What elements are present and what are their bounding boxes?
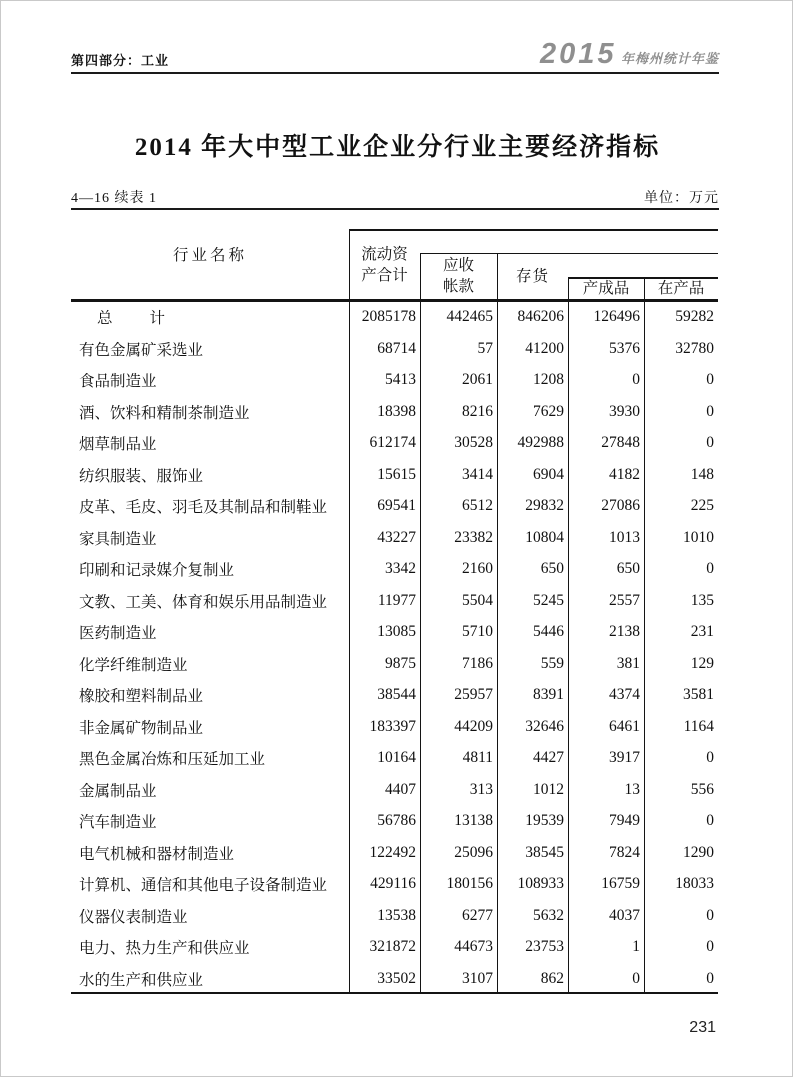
table-row [71,585,718,617]
col-header-work-in-progress: 在产品 [657,280,705,297]
finished-goods-value-cell: 0 [632,969,640,987]
table-body [71,302,718,992]
inventory-value-cell: 7629 [533,402,564,420]
work-in-progress-value-cell: 0 [706,812,714,830]
inventory-value-cell: 862 [540,969,564,987]
receivables-value-cell: 25096 [454,843,493,861]
work-in-progress-value-cell: 0 [706,434,714,452]
table-row [71,333,718,365]
table-row [71,302,718,334]
inventory-value-cell: 5632 [533,906,564,924]
receivables-value-cell: 6512 [462,497,493,515]
yearbook-logo [540,38,719,71]
finished-goods-value-cell: 13 [624,780,640,798]
table-row [71,522,718,554]
receivables-value-cell: 3414 [462,465,493,483]
current-assets-value-cell: 18398 [377,402,416,420]
receivables-value-cell: 2160 [462,560,493,578]
col-header-receivables-line1: 应收 [442,257,474,274]
work-in-progress-value-cell: 32780 [675,339,714,357]
work-in-progress-value-cell: 0 [706,938,714,956]
col-header-receivables [420,255,497,297]
finished-goods-value-cell: 650 [616,560,640,578]
finished-goods-value-cell: 0 [632,371,640,389]
work-in-progress-value-cell: 1164 [683,717,714,735]
inventory-value-cell: 492988 [517,434,564,452]
finished-goods-value-cell: 1013 [609,528,640,546]
current-assets-value-cell: 43227 [377,528,416,546]
finished-goods-value-cell: 2557 [609,591,640,609]
industry-name-cell: 家具制造业 [79,530,157,548]
receivables-value-cell: 4811 [462,749,493,767]
work-in-progress-value-cell: 0 [706,371,714,389]
table-row [71,491,718,523]
current-assets-value-cell: 68714 [377,339,416,357]
table-row [71,743,718,775]
caption-rule [71,208,719,210]
work-in-progress-value-cell: 135 [690,591,714,609]
finished-goods-value-cell: 4374 [609,686,640,704]
current-assets-value-cell: 11977 [377,591,416,609]
col-header-current-assets-line2: 产合计 [361,267,408,284]
receivables-value-cell: 442465 [446,308,493,326]
finished-goods-value-cell: 381 [616,654,640,672]
industry-name-cell: 有色金属矿采选业 [79,341,204,359]
industry-name-cell: 纺织服装、服饰业 [79,467,204,485]
current-assets-value-cell: 612174 [369,434,416,452]
finished-goods-value-cell: 4037 [609,906,640,924]
col-header-finished-goods: 产成品 [582,280,630,297]
table-row [71,396,718,428]
current-assets-value-cell: 5413 [385,371,416,389]
inventory-value-cell: 650 [540,560,564,578]
table-row [71,459,718,491]
work-in-progress-value-cell: 225 [690,497,714,515]
table-row [71,774,718,806]
receivables-value-cell: 5504 [462,591,493,609]
work-in-progress-value-cell: 0 [706,749,714,767]
col-header-receivables-line2: 帐款 [442,278,474,295]
table-row [71,869,718,901]
inventory-value-cell: 4427 [533,749,564,767]
current-assets-value-cell: 183397 [369,717,416,735]
receivables-value-cell: 57 [477,339,493,357]
caption-row [71,187,719,207]
industry-name-cell: 食品制造业 [79,373,157,391]
work-in-progress-value-cell: 3581 [683,686,714,704]
inventory-value-cell: 10804 [525,528,564,546]
receivables-value-cell: 13138 [454,812,493,830]
work-in-progress-value-cell: 0 [706,969,714,987]
receivables-value-cell: 180156 [446,875,493,893]
col-header-industry: 行业名称 [172,247,247,264]
inventory-value-cell: 38545 [525,843,564,861]
economic-indicators-table [71,229,718,994]
industry-name-cell: 计算机、通信和其他电子设备制造业 [79,877,328,895]
receivables-value-cell: 8216 [462,402,493,420]
inventory-value-cell: 108933 [517,875,564,893]
industry-name-cell: 皮革、毛皮、羽毛及其制品和制鞋业 [79,499,328,517]
work-in-progress-value-cell: 556 [690,780,714,798]
table-row [71,837,718,869]
inventory-value-cell: 559 [540,654,564,672]
table-row [71,554,718,586]
inventory-value-cell: 5245 [533,591,564,609]
current-assets-value-cell: 2085178 [361,308,416,326]
industry-name-cell: 文教、工美、体育和娱乐用品制造业 [79,593,328,611]
col-header-current-assets-line1: 流动资 [361,246,408,263]
industry-name-cell: 橡胶和塑料制品业 [79,688,204,706]
current-assets-value-cell: 4407 [385,780,416,798]
logo-suffix: 年梅州统计年鉴 [620,51,719,66]
receivables-value-cell: 30528 [454,434,493,452]
current-assets-value-cell: 69541 [377,497,416,515]
industry-name-cell: 电力、热力生产和供应业 [79,940,250,958]
industry-name-cell: 化学纤维制造业 [79,656,188,674]
finished-goods-value-cell: 4182 [609,465,640,483]
receivables-box-top-border [420,253,718,254]
finished-goods-value-cell: 7949 [609,812,640,830]
page-title: 2014 年大中型工业企业分行业主要经济指标 [134,134,661,161]
receivables-value-cell: 23382 [454,528,493,546]
work-in-progress-value-cell: 1290 [683,843,714,861]
current-assets-value-cell: 321872 [369,938,416,956]
table-row [71,680,718,712]
inventory-value-cell: 1012 [533,780,564,798]
finished-goods-value-cell: 2138 [609,623,640,641]
col-header-current-assets [349,244,420,286]
col-header-inventory: 存货 [515,268,549,285]
finished-goods-value-cell: 126496 [593,308,640,326]
finished-goods-value-cell: 27086 [601,497,640,515]
current-assets-value-cell: 10164 [377,749,416,767]
table-row [71,428,718,460]
running-header [71,38,719,71]
finished-goods-value-cell: 6461 [609,717,640,735]
current-assets-value-cell: 9875 [385,654,416,672]
industry-name-cell: 仪器仪表制造业 [79,908,188,926]
table-row [71,617,718,649]
current-assets-value-cell: 13538 [377,906,416,924]
current-assets-value-cell: 38544 [377,686,416,704]
current-assets-value-cell: 56786 [377,812,416,830]
inventory-value-cell: 1208 [533,371,564,389]
finished-goods-value-cell: 16759 [601,875,640,893]
table-row [71,365,718,397]
industry-name-cell: 医药制造业 [79,625,157,643]
finished-goods-value-cell: 3930 [609,402,640,420]
current-assets-value-cell: 3342 [385,560,416,578]
work-in-progress-value-cell: 0 [706,560,714,578]
work-in-progress-value-cell: 231 [690,623,714,641]
industry-name-cell: 酒、饮料和精制茶制造业 [79,404,250,422]
inventory-value-cell: 6904 [533,465,564,483]
industry-name-cell: 非金属矿物制品业 [79,719,204,737]
industry-name-cell: 金属制品业 [79,782,157,800]
receivables-value-cell: 6277 [462,906,493,924]
work-in-progress-value-cell: 59282 [675,308,714,326]
finished-goods-value-cell: 7824 [609,843,640,861]
inventory-value-cell: 19539 [525,812,564,830]
table-row [71,900,718,932]
current-assets-value-cell: 122492 [369,843,416,861]
table-row [71,963,718,995]
current-assets-value-cell: 429116 [370,875,416,893]
receivables-value-cell: 313 [469,780,493,798]
table-top-border [349,229,718,231]
table-row [71,648,718,680]
industry-name-cell: 烟草制品业 [79,436,157,454]
receivables-value-cell: 25957 [454,686,493,704]
industry-name-cell: 水的生产和供应业 [79,971,204,989]
finished-goods-value-cell: 27848 [601,434,640,452]
table-number: 4—16 续表 1 [71,191,157,206]
finished-goods-value-cell: 1 [632,938,640,956]
section-label: 第四部分：工业 [71,53,170,68]
inventory-value-cell: 23753 [525,938,564,956]
inventory-value-cell: 32646 [525,717,564,735]
work-in-progress-value-cell: 0 [706,906,714,924]
finished-goods-value-cell: 3917 [609,749,640,767]
receivables-value-cell: 5710 [462,623,493,641]
work-in-progress-value-cell: 0 [706,402,714,420]
receivables-value-cell: 44209 [454,717,493,735]
logo-year: 2015 [540,38,617,70]
inventory-value-cell: 41200 [525,339,564,357]
work-in-progress-value-cell: 18033 [675,875,714,893]
receivables-value-cell: 2061 [462,371,493,389]
work-in-progress-value-cell: 129 [690,654,714,672]
inventory-value-cell: 5446 [533,623,564,641]
unit-label: 单位：万元 [644,191,719,206]
inventory-value-cell: 29832 [525,497,564,515]
current-assets-value-cell: 33502 [377,969,416,987]
table-row [71,711,718,743]
industry-name-cell: 印刷和记录媒介复制业 [79,562,235,580]
inventory-value-cell: 846206 [517,308,564,326]
table-row [71,932,718,964]
table-row [71,806,718,838]
inventory-value-cell: 8391 [533,686,564,704]
finished-goods-value-cell: 5376 [609,339,640,357]
industry-name-cell: 汽车制造业 [79,814,157,832]
current-assets-value-cell: 15615 [377,465,416,483]
work-in-progress-value-cell: 148 [690,465,714,483]
receivables-value-cell: 44673 [454,938,493,956]
receivables-value-cell: 3107 [462,969,493,987]
industry-name-cell: 总 计 [97,310,168,328]
industry-name-cell: 黑色金属冶炼和压延加工业 [79,751,266,769]
current-assets-value-cell: 13085 [377,623,416,641]
receivables-value-cell: 7186 [462,654,493,672]
page-number: 231 [689,1019,716,1036]
header-rule [71,72,719,74]
work-in-progress-value-cell: 1010 [683,528,714,546]
industry-name-cell: 电气机械和器材制造业 [79,845,235,863]
